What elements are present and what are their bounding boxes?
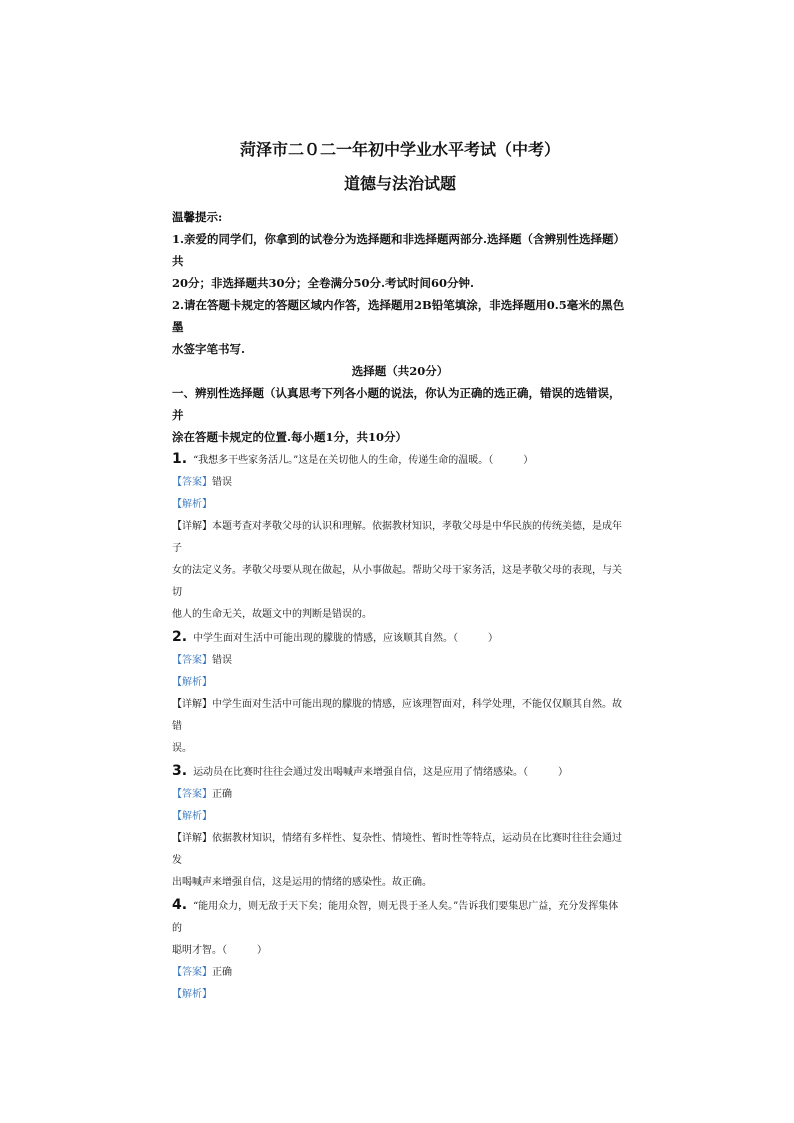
question-text: 运动员在比赛时往往会通过发出喝喊声来增强自信，这是应用了情绪感染。（ ） — [193, 767, 569, 778]
question-number: 2. — [172, 629, 188, 645]
part1-instruction-line1: 一、辨别性选择题（认真思考下列各小题的说法，你认为正确的选正确，错误的选错误，并 — [172, 386, 621, 422]
detail-line: 误。 — [172, 743, 192, 754]
answer-value: 错误 — [212, 655, 232, 666]
answer-tag: 【答案】 — [172, 477, 212, 488]
notice-item1-line1: 1.亲爱的同学们，你拿到的试卷分为选择题和非选择题两部分.选择题（含辨别性选择题）共 — [172, 232, 626, 268]
part1-instruction-line2: 涂在答题卡规定的位置.每小题1分，共10分） — [172, 430, 408, 444]
question-text: 聪明才智。（ ） — [172, 945, 267, 956]
detail-tag: 【详解】 — [172, 833, 212, 844]
notice-item2-line1: 2.请在答题卡规定的答题区域内作答，选择题用2B铅笔填涂，非选择题用0.5毫米的黑色墨 — [172, 298, 625, 334]
question-number: 1. — [172, 451, 188, 467]
exam-title: 菏泽市二０二一年初中学业水平考试（中考） — [239, 140, 560, 159]
answer-value: 错误 — [212, 477, 232, 488]
question-number: 3. — [172, 763, 188, 779]
analysis-tag: 【解析】 — [172, 811, 212, 822]
question-3 — [172, 760, 628, 894]
notice-item1-line2: 20分；非选择题共30分；全卷满分50分.考试时间60分钟. — [172, 276, 475, 290]
detail-line: 本题考查对孝敬父母的认识和理解。依据教材知识，孝敬父母是中华民族的传统美德，是成年子 — [172, 521, 622, 554]
analysis-tag: 【解析】 — [172, 499, 212, 510]
analysis-tag: 【解析】 — [172, 989, 212, 1000]
detail-line: 中学生面对生活中可能出现的朦胧的情感，应该理智面对，科学处理，不能仅仅顺其自然。故错 — [172, 699, 622, 732]
detail-line: 他人的生命无关，故题文中的判断是错误的。 — [172, 609, 372, 620]
question-1 — [172, 448, 628, 626]
exam-page — [172, 140, 628, 1006]
question-text: “我想多干些家务活儿。”这是在关切他人的生命，传递生命的温暖。（ ） — [193, 455, 534, 466]
question-4 — [172, 894, 628, 1006]
answer-tag: 【答案】 — [172, 789, 212, 800]
answer-value: 正确 — [212, 789, 232, 800]
answer-tag: 【答案】 — [172, 655, 212, 666]
question-text: 中学生面对生活中可能出现的朦胧的情感，应该顺其自然。（ ） — [193, 633, 499, 644]
detail-tag: 【详解】 — [172, 699, 212, 710]
question-number: 4. — [172, 897, 188, 913]
exam-subtitle: 道德与法治试题 — [343, 174, 456, 193]
analysis-tag: 【解析】 — [172, 677, 212, 688]
detail-line: 出喝喊声来增强自信，这是运用的情绪的感染性。故正确。 — [172, 877, 432, 888]
question-2 — [172, 626, 628, 760]
answer-tag: 【答案】 — [172, 967, 212, 978]
detail-line: 女的法定义务。孝敬父母要从现在做起，从小事做起。帮助父母干家务活，这是孝敬父母的表现，与关切 — [172, 565, 622, 598]
section-title: 选择题（共20分） — [351, 364, 449, 378]
notice-label: 温馨提示: — [172, 210, 223, 224]
detail-line: 依据教材知识，情绪有多样性、复杂性、情境性、暂时性等特点，运动员在比赛时往往会通过发 — [172, 833, 622, 866]
detail-tag: 【详解】 — [172, 521, 212, 532]
question-text: “能用众力，则无敌于天下矣；能用众智，则无畏于圣人矣。”告诉我们要集思广益，充分发挥集体的 — [172, 901, 619, 934]
notice-item2-line2: 水签字笔书写. — [172, 342, 246, 356]
answer-value: 正确 — [212, 967, 232, 978]
